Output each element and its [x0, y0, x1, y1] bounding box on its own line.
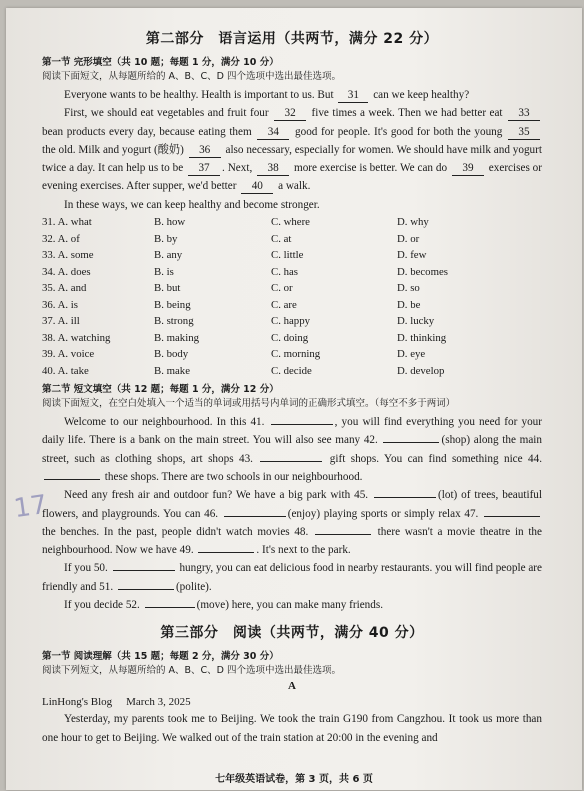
reading-instruction: 阅读下列短文，从每题所给的 A、B、C、D 四个选项中选出最佳选项。 — [42, 665, 342, 677]
option-cell: D. eye — [397, 348, 426, 361]
option-cell: D. be — [397, 298, 421, 311]
passage-paragraph: In these ways, we can keep healthy and become stronger. — [64, 198, 320, 211]
fill-instruction: 阅读下面短文，在空白处填入一个适当的单词或用括号内单词的正确形式填空。（每空不多于两词） — [42, 398, 456, 410]
option-cell: 38. A. watching — [42, 331, 111, 344]
option-cell: C. where — [271, 216, 310, 229]
option-cell: D. thinking — [397, 331, 447, 344]
option-cell: B. body — [154, 348, 189, 361]
options-row — [42, 297, 542, 314]
options-row — [42, 363, 542, 380]
answer-blank: 33 — [508, 107, 540, 121]
answer-blank — [383, 442, 439, 443]
options-row — [42, 231, 542, 248]
passage-paragraph: Welcome to our neighbourhood. In this 41. , you will find everything you need for your daily life. There is a bank on the main street. You will also see many 42. (shop) along the main street, such as clothing shops, art shops 43. gift shops. You can find something nice 44. these shops. There are two schools in our neighbourhood. — [42, 416, 542, 483]
passage-paragraph: If you 50. hungry, you can eat delicious food in nearby restaurants. you will find people are friendly and 51. (polite). — [42, 562, 542, 593]
part3-title: 第三部分 阅读（共两节，满分 40 分） — [160, 625, 424, 642]
option-cell: D. few — [397, 249, 427, 262]
option-cell: 31. A. what — [42, 216, 92, 229]
answer-blank: 38 — [257, 162, 289, 176]
option-cell: D. so — [397, 282, 420, 295]
option-cell: B. making — [154, 331, 199, 344]
passage-label: A — [288, 680, 296, 693]
options-row — [42, 330, 542, 347]
passage-paragraph: Need any fresh air and outdoor fun? We have a big park with 45. (lot) of trees, beautiful flowers, and playgrounds. You can 46. (enjoy) playing sports or simply relax 47. the benches. In the past, people didn't watch movies 48. there wasn't a movie theatre in the neighbourhood. Now we have 49. . It's next to the park. — [42, 489, 542, 557]
answer-blank: 39 — [452, 162, 484, 176]
option-cell: C. are — [271, 298, 297, 311]
answer-blank: 32 — [274, 107, 306, 121]
option-cell: C. has — [271, 265, 298, 278]
cloze-options-table — [42, 214, 542, 379]
option-cell: B. how — [154, 216, 186, 229]
option-cell: 37. A. ill — [42, 315, 80, 328]
option-cell: 40. A. take — [42, 364, 89, 377]
options-row — [42, 280, 542, 297]
options-row — [42, 247, 542, 264]
cloze-passage — [42, 86, 542, 214]
cloze-section-head: 第一节 完形填空（共 10 题；每题 1 分，满分 10 分） — [42, 57, 279, 68]
reading-text: Yesterday, my parents took me to Beijing. We took the train G190 from Cangzhou. It took us more than one hour to get to Beijing. We walked out of the train station at 20:00 in the evening and — [42, 713, 542, 744]
options-row — [42, 214, 542, 231]
fill-section-head: 第二节 短文填空（共 12 题；每题 1 分，满分 12 分） — [42, 384, 279, 396]
option-cell: B. any — [154, 249, 183, 262]
fill-passage — [42, 413, 542, 614]
option-cell: 33. A. some — [42, 249, 94, 262]
answer-blank — [315, 534, 371, 535]
option-cell: B. by — [154, 232, 178, 245]
answer-blank — [484, 516, 540, 517]
option-cell: C. at — [271, 232, 292, 245]
option-cell: B. strong — [154, 315, 194, 328]
answer-blank: 34 — [257, 126, 289, 140]
answer-blank — [44, 479, 100, 480]
options-row — [42, 313, 542, 330]
handwritten-mark: 17 — [12, 489, 50, 525]
option-cell: C. decide — [271, 364, 312, 377]
option-cell: B. make — [154, 364, 190, 377]
part2-title: 第二部分 语言运用（共两节，满分 22 分） — [145, 31, 439, 47]
option-cell: C. morning — [271, 348, 321, 361]
answer-blank — [145, 607, 195, 608]
option-cell: D. develop — [397, 364, 445, 377]
option-cell: B. but — [154, 282, 181, 295]
answer-blank: 37 — [188, 162, 220, 176]
page-footer: 七年级英语试卷，第 3 页，共 6 页 — [215, 774, 373, 785]
option-cell: D. lucky — [397, 315, 435, 328]
answer-blank: 36 — [189, 144, 221, 158]
passage-paragraph: First, we should eat vegetables and fruit four 32 five times a week. Then we had better eat 33 bean products every day, because eating them 34 good for people. It's good for both the young 35 the old. Milk and yogurt (酸奶) 36 also necessary, especially for women. We should have milk and yogurt twice a day. It can help us to be 37 . Next, 38 more exercise is better. We can do 39 exercises or evening exercises. After supper, we'd better 40 a walk. — [42, 107, 542, 193]
option-cell: 39. A. voice — [42, 348, 95, 361]
answer-blank — [271, 424, 333, 425]
options-row — [42, 264, 542, 281]
option-cell: B. being — [154, 298, 191, 311]
option-cell: 34. A. does — [42, 265, 91, 278]
answer-blank: 40 — [241, 180, 273, 194]
option-cell: C. doing — [271, 331, 309, 344]
options-row — [42, 346, 542, 363]
option-cell: 36. A. is — [42, 298, 78, 311]
answer-blank — [113, 570, 175, 571]
option-cell: 32. A. of — [42, 232, 80, 245]
answer-blank — [374, 497, 436, 498]
answer-blank — [260, 461, 322, 462]
reading-section-head: 第一节 阅读理解（共 15 题；每题 2 分，满分 30 分） — [42, 651, 279, 663]
answer-blank — [198, 552, 254, 553]
answer-blank: 35 — [508, 126, 540, 140]
answer-blank: 31 — [338, 89, 368, 103]
option-cell: B. is — [154, 265, 174, 278]
page-content — [42, 28, 542, 747]
option-cell: C. happy — [271, 315, 310, 328]
blog-date: March 3, 2025 — [126, 696, 191, 709]
answer-blank — [224, 516, 286, 517]
blog-name: LinHong's Blog — [42, 696, 113, 709]
answer-blank — [118, 589, 174, 590]
passage-paragraph: If you decide 52. (move) here, you can make many friends. — [64, 599, 383, 612]
option-cell: D. why — [397, 216, 429, 229]
cloze-instruction: 阅读下面短文，从每题所给的 A、B、C、D 四个选项中选出最佳选项。 — [42, 71, 342, 82]
option-cell: C. or — [271, 282, 293, 295]
option-cell: C. little — [271, 249, 304, 262]
blog-header — [42, 694, 542, 710]
exam-page — [6, 8, 582, 790]
option-cell: D. becomes — [397, 265, 448, 278]
passage-paragraph: Everyone wants to be healthy. Health is important to us. But 31 can we keep healthy? — [64, 89, 470, 101]
option-cell: D. or — [397, 232, 420, 245]
option-cell: 35. A. and — [42, 282, 87, 295]
